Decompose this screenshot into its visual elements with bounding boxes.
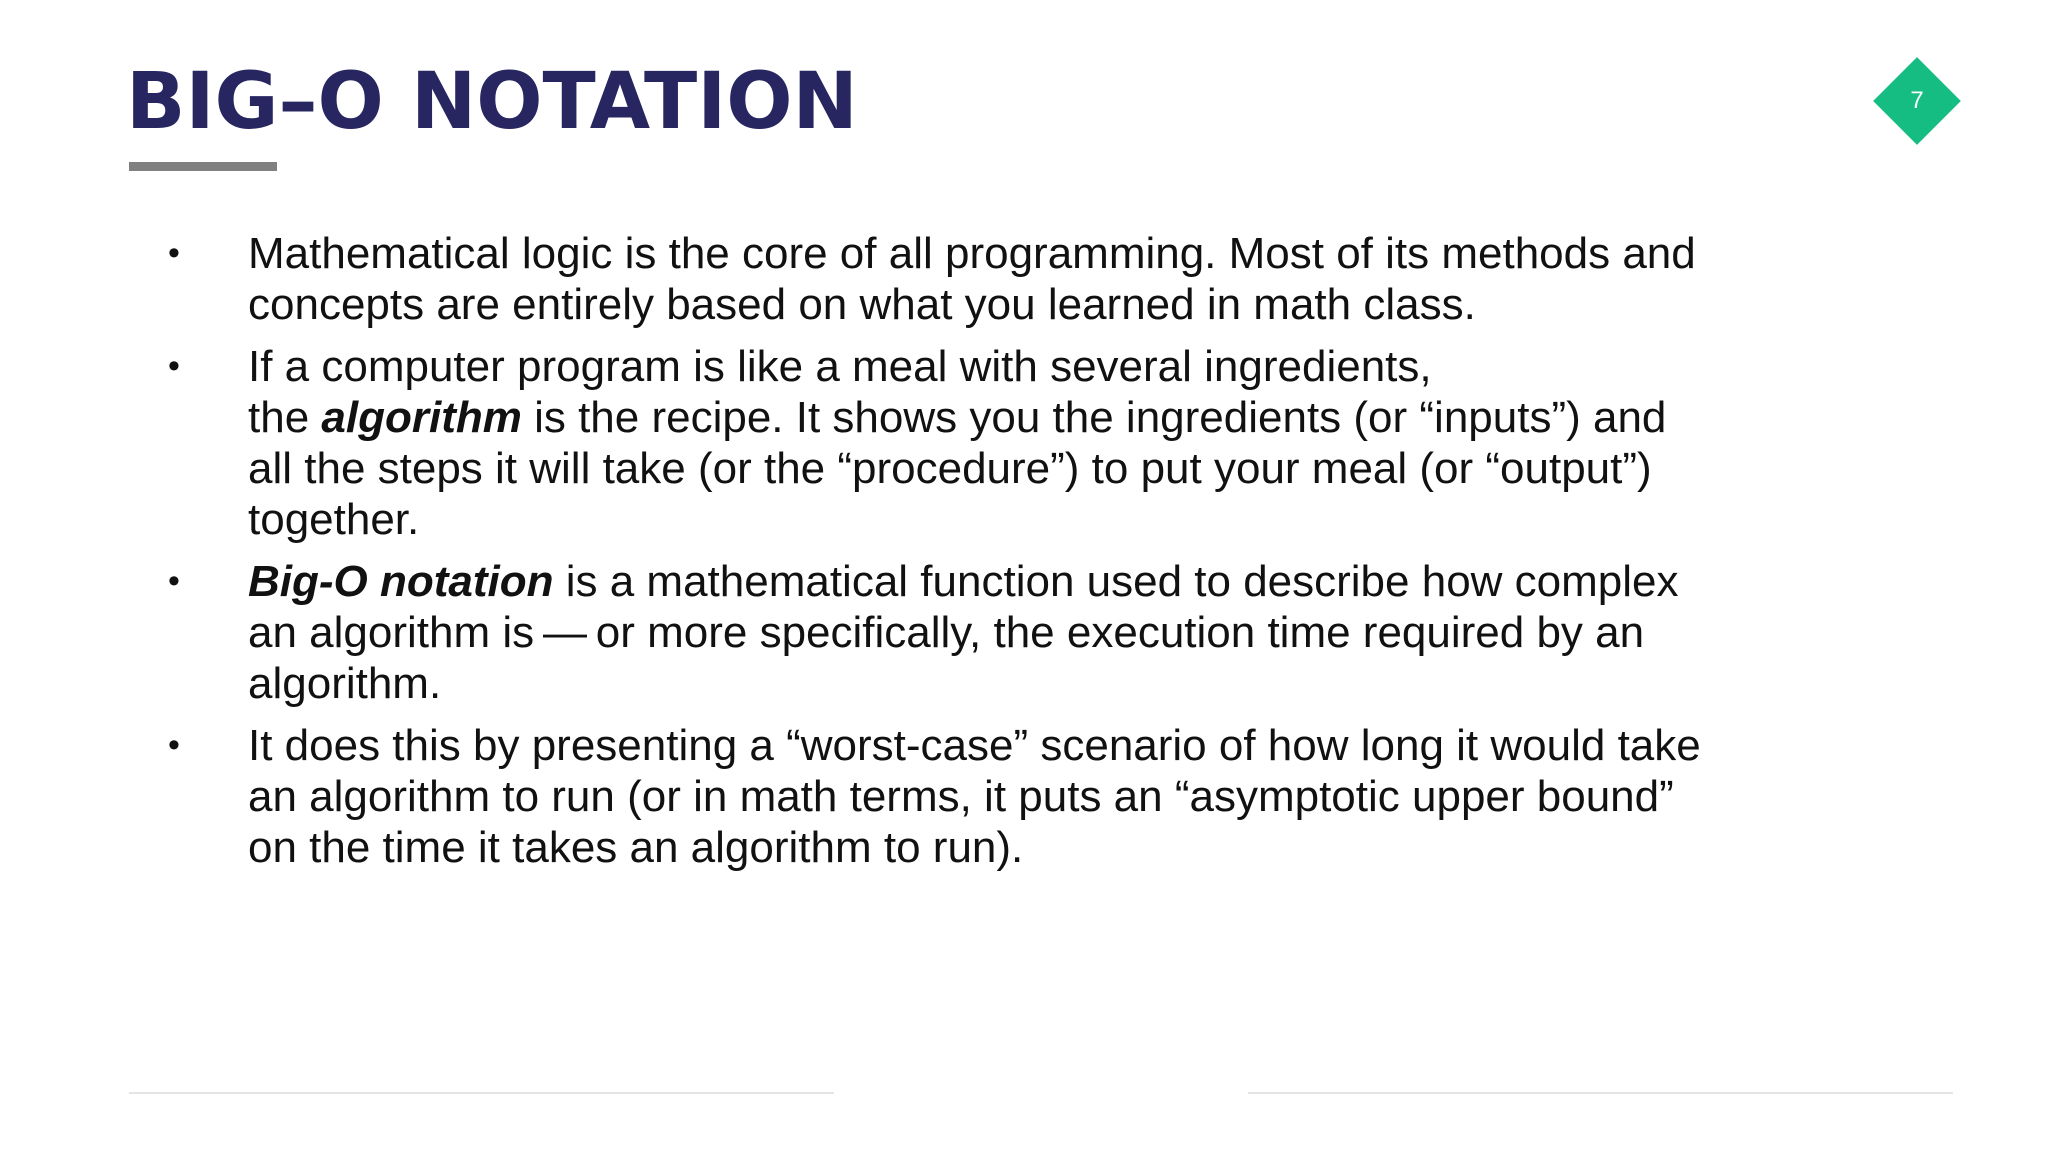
bullet-dot-icon: • xyxy=(168,562,180,600)
bullet-1-line-1: Mathematical logic is the core of all programming. Most of its methods and xyxy=(248,229,1696,278)
bullet-list xyxy=(0,228,2048,884)
big-o-notation-emphasis: Big-O notation xyxy=(248,557,554,606)
bullet-2-line-2 xyxy=(248,392,1988,443)
title-underline xyxy=(129,162,277,171)
bullet-dot-icon: • xyxy=(168,347,180,385)
page-number: 7 xyxy=(1910,87,1924,114)
bullet-item-1 xyxy=(0,228,2048,330)
bullet-2-line-1: If a computer program is like a meal with several ingredients, xyxy=(248,342,1432,391)
bullet-2-line-2-pre: the xyxy=(248,393,322,442)
bullet-2-line-3: all the steps it will take (or the “procedure”) to put your meal (or “output”) xyxy=(248,444,1652,493)
bullet-item-4 xyxy=(0,720,2048,873)
footer-divider-right xyxy=(1248,1092,1953,1094)
bullet-dot-icon: • xyxy=(168,726,180,764)
bullet-item-3 xyxy=(0,556,2048,709)
bullet-item-2 xyxy=(0,341,2048,545)
bullet-3-line-2: an algorithm is — or more specifically, the execution time required by an xyxy=(248,608,1645,657)
footer-divider-left xyxy=(129,1092,834,1094)
bullet-2-line-4: together. xyxy=(248,495,420,544)
bullet-3-line-1-post: is a mathematical function used to describe how complex xyxy=(553,557,1679,606)
algorithm-emphasis: algorithm xyxy=(321,393,522,442)
bullet-3-line-1 xyxy=(248,556,1988,607)
bullet-4-line-1: It does this by presenting a “worst-case” scenario of how long it would take xyxy=(248,721,1701,770)
bullet-dot-icon: • xyxy=(168,234,180,272)
bullet-2-line-2-post: is the recipe. It shows you the ingredients (or “inputs”) and xyxy=(521,393,1667,442)
bullet-4-line-2: an algorithm to run (or in math terms, it puts an “asymptotic upper bound” xyxy=(248,772,1674,821)
bullet-1-line-2: concepts are entirely based on what you learned in math class. xyxy=(248,280,1476,329)
slide-title: BIG–O NOTATION xyxy=(126,57,858,147)
bullet-3-line-3: algorithm. xyxy=(248,659,442,708)
bullet-4-line-3: on the time it takes an algorithm to run). xyxy=(248,823,1024,872)
